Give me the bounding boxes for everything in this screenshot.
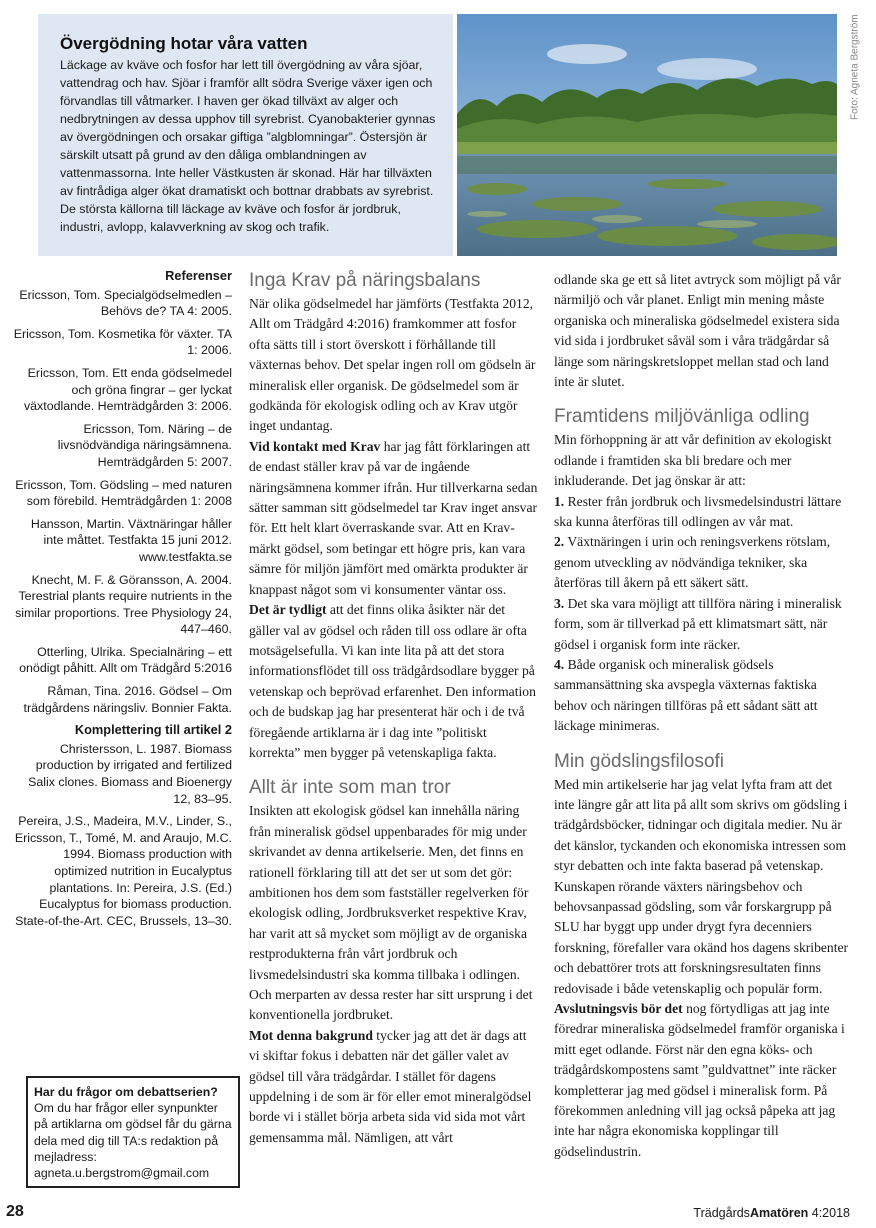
paragraph-body: har jag fått förklaringen att de endast ställer krav på var de ingående näringsämnena kommer ifrån. Hur tillverkarna sedan sätter samman sitt gödselmedel tar Krav inget ansvar för. Ett helt klart överraskande svar. Att en Krav-märkt gödsel, som betingar ett högre pris, kan vara sämre för miljön jämfört med omärkta produkter är knappast något som vi konsumenter väntar oss. [249,438,538,597]
paragraph-lead: Det är tydligt [249,602,327,618]
section-heading: Inga Krav på näringsbalans [249,270,481,291]
supplement-heading: Komplettering till artikel 2 [74,722,232,738]
magazine-footer [693,1206,850,1220]
paragraph: odlande ska ge ett så litet avtryck som möjligt på vår närmiljö och vår planet. Enligt min mening måste organiska och mineraliska gödselmedel existera sida vid sida i jordbruket såväl som i våra trädgårdar så länge som näringskretsloppet mellan stad och land inte är slutet. [554,272,841,390]
paragraph: Min förhoppning är att vår definition av ekologiskt odlande i framtiden ska bli bredare och mer inkluderande. Det jag önskar är att: [554,432,832,489]
list-item [554,655,850,737]
info-box-title: Övergödning hotar våra vatten [60,34,308,53]
list-item [554,492,850,533]
reference-item: Knecht, M. F. & Göransson, A. 2004. Terestrial plants require nutrients in the similar proportions. Tree Physiology 24, 447–460. [15,572,232,637]
list-text: Både organisk och mineralisk gödsels sammansättning ska avspegla växternas faktiska behov och näringen tillföras på ett sådant sätt att läckage minimeras. [554,656,818,734]
list-text: Rester från jordbruk och livsmedelsindustri lättare ska kunna återföras till odlingen av vår mat. [554,493,842,530]
reference-item: Ericsson, Tom. Näring – de livsnödvändiga näringsämnena. Hemträdgården 5: 2007. [57,421,232,469]
reference-item: Ericsson, Tom. Specialgödselmedlen – Behövs de? TA 4: 2005. [19,287,232,319]
info-box [38,14,453,256]
paragraph: Med min artikelserie har jag velat lyfta fram att det inte längre går att lita på allt som skrivs om gödsling i trädgårdsböcker, tidningar och digitala medier. Nu är det känslor, tyckanden och ekonomiska intressen som styr debatten och inte fakta baserad på vetenskap. Kunskapen rörande växters näringsbehov och behovsanpassad gödsling, som vår forskargrupp på SLU har byggt upp under drygt fyra decenniers forskning, förefaller vara okänd hos dagens skribenter och debattörer trots att forskningsresultaten finns redovisade i både vetenskaplig och populär form. [554,776,849,996]
issue-number: 4:2018 [808,1206,850,1220]
reference-item: Christersson, L. 1987. Biomass production by irrigated and fertilized Salix clones. Biomass and Bioenergy 12, 83–95. [28,741,232,806]
magazine-name-part: Trädgårds [693,1206,750,1220]
list-text: Det ska vara möjligt att tillföra näring i mineralisk form, som är tillverkad på ett klimatsmart sätt, när gödsel i organisk form inte räcker. [554,595,842,652]
lake-photo [457,14,837,256]
list-text: Växtnäringen i urin och reningsverkens rötslam, genom utveckling av nödvändiga tekniker, ska återföras till åkern på ett säkert sätt. [554,534,831,591]
list-item [554,594,850,655]
paragraph-body: att det finns olika åsikter när det gäller val av gödsel och råden till oss odlare är ofta motsägelsefulla. Vi kan inte lita på att det stora informationsflödet till oss trädgårdsodlare bygger på vetenskap och beprövad erfarenhet. Den information och de budskap jag har presenterat här och i de två föregående artiklarna är i dag inte ”politiskt korrekta” men bygger på vetenskapliga fakta. [249,602,536,760]
paragraph: När olika gödselmedel har jämförts (Testfakta 2012, Allt om Trädgård 4:2016) framkommer att fosfor ofta sätts till i stort överskott i förhållande till växternas behov. Det spelar ingen roll om gödseln är mineralisk eller organisk. De gödselmedel som är godkända för ekologisk odling och av Krav utgör inget undantag. [249,296,536,434]
reference-item: Ericsson, Tom. Ett enda gödselmedel och gröna fingrar – ger lyckat växtodlande. Hemträdgården 3: 2006. [23,365,232,414]
paragraph-lead: Avslutningsvis bör det [554,1001,683,1016]
paragraph: Insikten att ekologisk gödsel kan innehålla näring från mineralisk gödsel uppenbarades för mig under skrivandet av denna artikelserie. Men, det finns en rationell förklaring till att det ser ut som det gör: ambitionen hos dem som fastställer regelverken för ekologisk odling, Jordbruksverket respektive Krav, har varit att så mycket som möjligt av de organiska restprodukterna från vårt jordbruk och livsmedelsindustri ska komma tillbaka i odlingen. Och merparten av dessa rester har sitt ursprung i det konventionella jordbruket. [249,803,533,1023]
section-heading: Min gödslingsfilosofi [554,750,725,772]
paragraph [249,437,539,600]
list-number: 1. [554,493,565,509]
reference-item: Ericsson, Tom. Kosmetika för växter. TA 1: 2006. [13,326,232,358]
paragraph-lead: Vid kontakt med Krav [249,438,381,454]
question-box [26,1076,240,1188]
reference-item: Pereira, J.S., Madeira, M.V., Linder, S., Ericsson, T., Tomé, M. and Araujo, M.C. 1994. Biomass production with optimized nutrition in Eucalyptus plantations. In: Pereira, J.S. (Ed.) Eucalyptus for biomass production. State-of-the-Art. CEC, Brussels, 13–30. [14,814,232,928]
paragraph-body: nog förtydligas att jag inte föredrar mineraliska gödselmedel framför organiska i mitt eget odlande. Först när den egna köks- och trädgårdskompostens samt ”guldvattnet” inte räcker kompletterar jag med gödsel i mineralisk form. På förekommen anledning vill jag också påpeka att jag inte har några ekonomiska kopplingar till gödselindustrin. [554,1001,845,1159]
article-column-middle [249,270,539,1148]
section-heading: Framtidens miljövänliga odling [554,406,810,428]
paragraph-body: tycker jag att det är dags att vi skiftar fokus i debatten när det gäller valet av gödsel till våra trädgårdar. I stället för dagens uppdelning i de som är för eller emot mineralgödsel borde vi i stället börja arbeta sida vid sida mot vårt gemensamma mål. Nämligen, att vårt [249,1027,532,1145]
contact-email[interactable]: agneta.u.bergstrom@gmail.com [34,1166,210,1181]
reference-item: Otterling, Ulrika. Specialnäring – ett onödigt påhitt. Allt om Trädgård 5:2016 [19,644,232,676]
paragraph [249,600,539,763]
reference-item: Hansson, Martin. Växtnäringar håller inte måttet. Testfakta 15 juni 2012. www.testfakta.se [30,516,232,564]
magazine-name-part: Amatören [749,1206,809,1220]
references [10,268,232,1058]
page-number: 28 [6,1203,24,1220]
references-heading: Referenser [165,268,232,283]
question-box-heading: Har du frågor om debattserien? [34,1085,218,1099]
info-box-text: Läckage av kväve och fosfor har lett till övergödning av våra sjöar, vattendrag och hav. Sjöar i framför allt södra Sverige växer igen och förvandlas till våtmarker. I haven ger ökad tillväxt av alger och nedbrytningen av dessa upphov till syrebrist. Cyanobakterier gynnas av övergödningen och orsakar giftiga ”algblomningar”. Östersjön är särskilt utsatt på grund av den dåliga omblandningen av vattenmassorna. Inte heller Västkusten är skonad. Här har tillväxten av fintrådiga alger ökat dramatiskt och bottnar drabbats av syrebrist. De största källorna till läckage av kväve och fosfor är jordbruk, industri, avlopp, kalavverkning av skog och trafik. [60,58,436,234]
paragraph-lead: Mot denna bakgrund [249,1027,373,1043]
paragraph [554,999,850,1162]
lake-photo-image [457,14,837,256]
list-number: 3. [554,595,565,611]
paragraph [249,1026,539,1148]
article-column-right [554,270,850,1162]
list-item [554,532,850,593]
reference-item: Råman, Tina. 2016. Gödsel – Om trädgårdens näringsliv. Bonnier Fakta. [23,684,232,715]
question-box-text: Om du har frågor eller synpunkter på artiklarna om gödsel får du gärna dela med dig till TA:s redaktion på mejladress: [34,1101,232,1164]
reference-item: Ericsson, Tom. Gödsling – med naturen som förebild. Hemträdgården 1: 2008 [15,477,232,509]
section-heading: Allt är inte som man tror [249,777,451,799]
list-number: 2. [554,534,565,550]
list-number: 4. [554,656,565,672]
photo-credit: Foto: Agneta Bergström [849,14,861,120]
